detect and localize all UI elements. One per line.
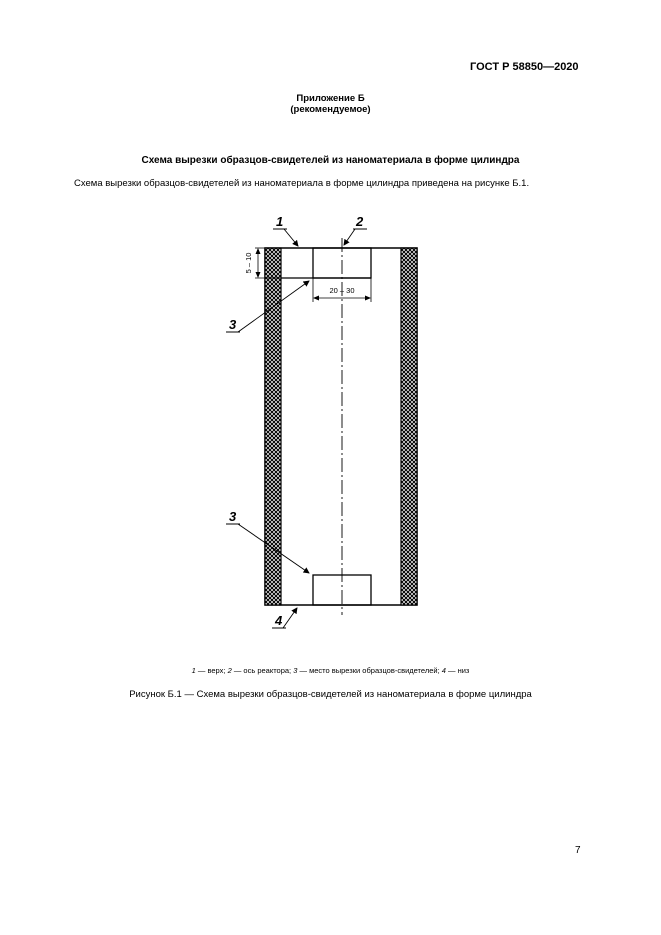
callout-4: 4 (275, 613, 283, 628)
page-number: 7 (575, 845, 581, 856)
height-dimension-label: 5 – 10 (244, 252, 253, 274)
intro-paragraph: Схема вырезки образцов-свидетелей из наноматериала в форме цилиндра приведена на рисунке Б.1. (74, 178, 530, 189)
legend-text-4: — низ (445, 666, 470, 675)
figure-legend (0, 666, 661, 675)
callout-3-top: 3 (229, 317, 237, 332)
cylinder-outline (265, 248, 417, 605)
standard-number: ГОСТ Р 58850—2020 (470, 61, 579, 73)
legend-text-1: — верх; (195, 666, 228, 675)
legend-num-1: 1 (191, 666, 196, 675)
callout-1: 1 (276, 214, 284, 229)
section-heading: Схема вырезки образцов-свидетелей из наноматериала в форме цилиндра (141, 155, 520, 166)
legend-text-2: — ось реактора; (231, 666, 294, 675)
legend-num-4: 4 (441, 666, 446, 675)
left-wall-hatch (265, 248, 281, 605)
callout-2: 2 (356, 214, 364, 229)
right-wall-hatch (401, 248, 417, 605)
annex-status: (рекомендуемое) (290, 104, 371, 115)
callout-3-bottom: 3 (229, 509, 237, 524)
legend-text-3: — место вырезки образцов-свидетелей; (297, 666, 442, 675)
legend-num-3: 3 (293, 666, 298, 675)
legend-num-2: 2 (227, 666, 232, 675)
figure-caption: Рисунок Б.1 — Схема вырезки образцов-свидетелей из наноматериала в форме цилиндра (129, 689, 532, 700)
width-dimension-label: 20 – 30 (329, 286, 355, 295)
annex-title: Приложение Б (296, 93, 365, 104)
